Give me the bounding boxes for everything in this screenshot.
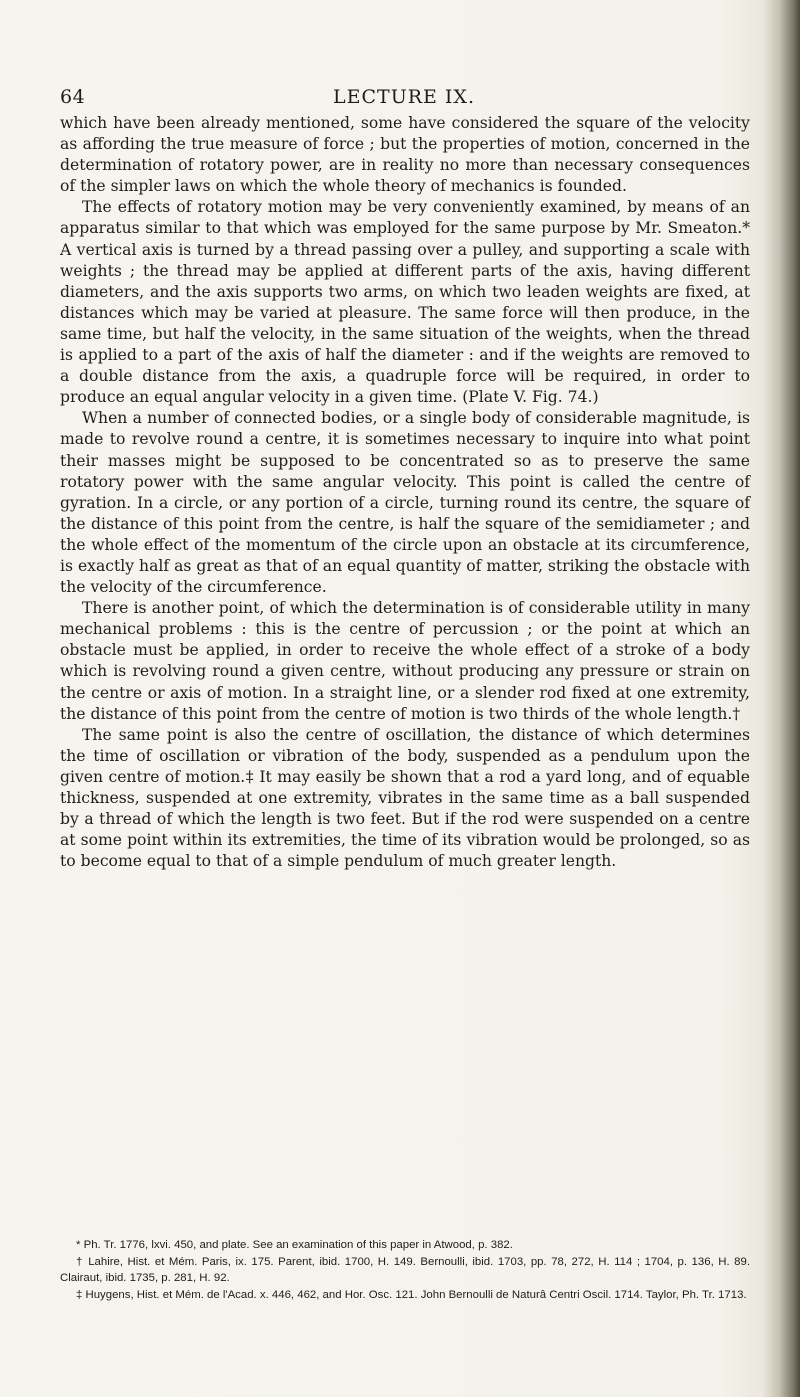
footnote: ‡ Huygens, Hist. et Mém. de l'Acad. x. 446, 462, and Hor. Osc. 121. John Bernoulli de Naturâ Centri Oscil. 1714. Taylor, Ph. Tr. 1713. bbox=[76, 1288, 747, 1301]
paragraph: which have been already mentioned, some have considered the square of the velocity as affording the true measure of force ; but the properties of motion, concerned in the determination of rotatory power, are in reality no more than necessary consequences of the simpler laws on which the whole theory of mechanics is founded. bbox=[60, 114, 750, 196]
footnote: * Ph. Tr. 1776, lxvi. 450, and plate. See an examination of this paper in Atwood, p. 382. bbox=[76, 1239, 513, 1251]
page-number: 64 bbox=[60, 86, 86, 108]
paragraph: There is another point, of which the determination is of considerable utility in many mechanical problems : this is the centre of percussion ; or the point at which an obstacle must be applied, in order to receive the whole effect of a stroke of a body which is revolving round a given centre, without producing any pressure or strain on the centre or axis of motion. In a straight line, or a slender rod fixed at one extremity, the distance of this point from the centre of motion is two thirds of the whole length.† bbox=[60, 599, 750, 723]
paragraph: When a number of connected bodies, or a single body of considerable magnitude, is made to revolve round a centre, it is sometimes necessary to inquire into what point their masses might be supposed to be concentrated so as to preserve the same rotatory power with the same angular velocity. This point is called the centre of gyration. In a circle, or any portion of a circle, turning round its centre, the square of the distance of this point from the centre, is half the square of the semidiameter ; and the whole effect of the momentum of the circle upon an obstacle at its circumference, is exactly half as great as that of an equal quantity of matter, striking the obstacle with the velocity of the circumference. bbox=[60, 409, 750, 597]
footnotes bbox=[60, 1237, 750, 1303]
body-text bbox=[60, 113, 750, 872]
page-header bbox=[60, 86, 748, 110]
paragraph: The effects of rotatory motion may be very conveniently examined, by means of an apparatus similar to that which was employed for the same purpose by Mr. Smeaton.* A vertical axis is turned by a thread passing over a pulley, and supporting a scale with weights ; the thread may be applied at different parts of the axis, having different diameters, and the axis supports two arms, on which two leaden weights are fixed, at distances which may be varied at pleasure. The same force will then produce, in the same time, but half the velocity, in the same situation of the weights, when the thread is applied to a part of the axis of half the diameter : and if the weights are removed to a double distance from the axis, a quadruple force will be required, in order to produce an equal angular velocity in a given time. (Plate V. Fig. 74.) bbox=[60, 198, 750, 407]
paragraph: The same point is also the centre of oscillation, the distance of which determines the time of oscillation or vibration of the body, suspended as a pendulum upon the given centre of motion.‡ It may easily be shown that a rod a yard long, and of equable thickness, suspended at one extremity, vibrates in the same time as a ball suspended by a thread of which the length is two feet. But if the rod were suspended on a centre at some point within its extremities, the time of its vibration would be prolonged, so as to become equal to that of a simple pendulum of much greater length. bbox=[60, 725, 750, 871]
book-spine-shadow bbox=[762, 0, 800, 1397]
running-head: LECTURE IX. bbox=[333, 86, 475, 108]
footnote: † Lahire, Hist. et Mém. Paris, ix. 175. Parent, ibid. 1700, H. 149. Bernoulli, ibid. 1703, pp. 78, 272, H. 114 ; 1704, p. 136, H. 89. Clairaut, ibid. 1735, p. 281, H. 92. bbox=[60, 1255, 750, 1285]
